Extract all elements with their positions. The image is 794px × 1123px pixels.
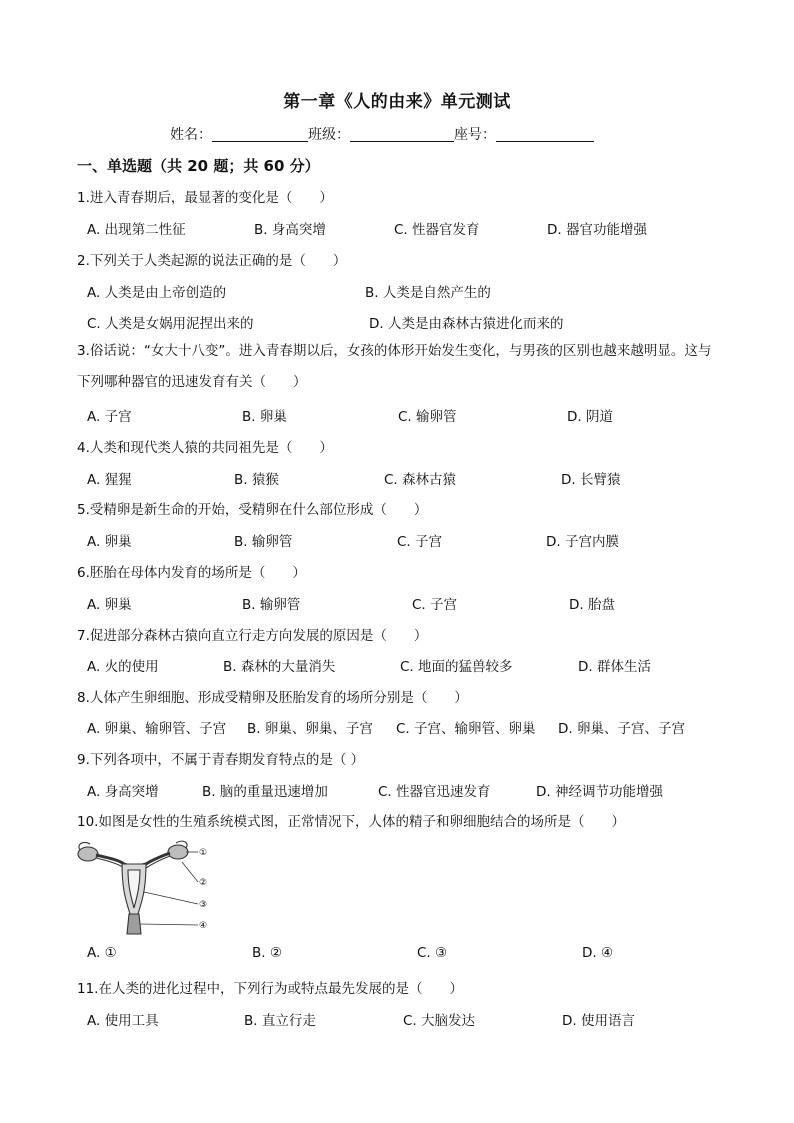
question-options (87, 1009, 727, 1029)
question-stem: 4.人类和现代类人猿的共同祖先是（ ） (77, 440, 333, 456)
option-c[interactable]: C. 森林古猿 (384, 472, 457, 488)
section-title: 一、单选题（共 20 题；共 60 分） (77, 157, 320, 175)
seat-label: 座号： (454, 127, 496, 143)
name-blank[interactable] (212, 126, 308, 142)
option-c[interactable]: C. 大脑发达 (403, 1013, 476, 1029)
question-stem: 2.下列关于人类起源的说法正确的是（ ） (77, 253, 347, 269)
option-c[interactable]: C. 性器官发育 (394, 222, 480, 238)
option-d[interactable]: D. 人类是由森林古猿进化而来的 (369, 316, 564, 332)
option-d[interactable]: D. 卵巢、子宫、子宫 (558, 721, 685, 737)
option-a[interactable]: A. 卵巢、输卵管、子宫 (87, 721, 227, 737)
option-a[interactable]: A. 使用工具 (87, 1013, 159, 1029)
option-c[interactable]: C. 输卵管 (398, 409, 457, 425)
figure-label-4: ④ (199, 921, 208, 931)
option-b[interactable]: B. 直立行走 (244, 1013, 316, 1029)
option-d[interactable]: D. 使用语言 (562, 1013, 635, 1029)
seat-blank[interactable] (496, 126, 594, 142)
option-b[interactable]: B. 脑的重量迅速增加 (202, 784, 328, 800)
question-stem: 1.进入青春期后，最显著的变化是（ ） (77, 190, 333, 206)
question-options (87, 593, 727, 613)
question-options (87, 717, 727, 737)
question-options (87, 281, 727, 301)
option-a[interactable]: A. 身高突增 (87, 784, 159, 800)
option-a[interactable]: A. 人类是由上帝创造的 (87, 285, 227, 301)
question-stem: 5.受精卵是新生命的开始，受精卵在什么部位形成（ ） (77, 502, 428, 518)
option-b[interactable]: B. 人类是自然产生的 (365, 285, 491, 301)
option-d[interactable]: D. 长臂猿 (561, 472, 621, 488)
question-options (87, 780, 727, 800)
option-d[interactable]: D. ④ (582, 945, 614, 961)
female-reproductive-system-figure (74, 836, 214, 938)
option-c[interactable]: C. 地面的猛兽较多 (400, 659, 513, 675)
option-a[interactable]: A. 子宫 (87, 409, 132, 425)
question-options (87, 312, 727, 332)
option-d[interactable]: D. 子宫内膜 (546, 534, 619, 550)
question-options (87, 218, 727, 238)
question-stem: 3.俗话说：“女大十八变”。进入青春期以后，女孩的体形开始发生变化，与男孩的区别也越来越明显。这与下列哪种器官的迅速发育有关（ ） (77, 343, 712, 390)
option-d[interactable]: D. 神经调节功能增强 (536, 784, 663, 800)
option-b[interactable]: B. 卵巢、卵巢、子宫 (247, 721, 373, 737)
option-c[interactable]: C. ③ (417, 945, 448, 961)
option-b[interactable]: B. 森林的大量消失 (223, 659, 336, 675)
option-c[interactable]: C. 性器官迅速发育 (378, 784, 491, 800)
option-a[interactable]: A. 卵巢 (87, 534, 132, 550)
option-a[interactable]: A. 火的使用 (87, 659, 159, 675)
question-stem: 7.促进部分森林古猿向直立行走方向发展的原因是（ ） (77, 628, 428, 644)
option-d[interactable]: D. 群体生活 (578, 659, 651, 675)
question-stem: 9.下列各项中，不属于青春期发育特点的是（ ） (77, 752, 365, 768)
option-c[interactable]: C. 人类是女娲用泥捏出来的 (87, 316, 254, 332)
option-c[interactable]: C. 子宫、输卵管、卵巢 (396, 721, 536, 737)
option-c[interactable]: C. 子宫 (412, 597, 458, 613)
option-d[interactable]: D. 器官功能增强 (547, 222, 647, 238)
option-b[interactable]: B. 输卵管 (242, 597, 301, 613)
option-b[interactable]: B. 卵巢 (242, 409, 287, 425)
option-d[interactable]: D. 阴道 (567, 409, 613, 425)
option-a[interactable]: A. 卵巢 (87, 597, 132, 613)
option-d[interactable]: D. 胎盘 (569, 597, 615, 613)
page-title: 第一章《人的由来》单元测试 (283, 92, 511, 112)
question-options (87, 405, 727, 425)
figure-label-1: ① (199, 848, 208, 858)
option-b[interactable]: B. 身高突增 (254, 222, 326, 238)
figure-label-2: ② (199, 878, 208, 888)
class-blank[interactable] (350, 126, 454, 142)
class-label: 班级： (308, 127, 350, 143)
question-options (87, 655, 727, 675)
option-b[interactable]: B. 输卵管 (234, 534, 293, 550)
figure-label-3: ③ (199, 900, 208, 910)
option-a[interactable]: A. ① (87, 945, 117, 961)
option-b[interactable]: B. ② (252, 945, 282, 961)
question-stem: 10.如图是女性的生殖系统模式图，正常情况下，人体的精子和卵细胞结合的场所是（ ） (77, 814, 625, 830)
option-c[interactable]: C. 子宫 (397, 534, 443, 550)
question-stem: 8.人体产生卵细胞、形成受精卵及胚胎发育的场所分别是（ ） (77, 690, 468, 706)
option-a[interactable]: A. 猩猩 (87, 472, 132, 488)
name-label: 姓名： (170, 127, 212, 143)
question-options (87, 945, 727, 965)
question-options (87, 530, 727, 550)
question-stem: 6.胚胎在母体内发育的场所是（ ） (77, 565, 306, 581)
option-b[interactable]: B. 猿猴 (234, 472, 279, 488)
student-info-line (170, 124, 594, 144)
question-stem: 11.在人类的进化过程中，下列行为或特点最先发展的是（ ） (77, 981, 463, 997)
option-a[interactable]: A. 出现第二性征 (87, 222, 186, 238)
question-options (87, 468, 727, 488)
